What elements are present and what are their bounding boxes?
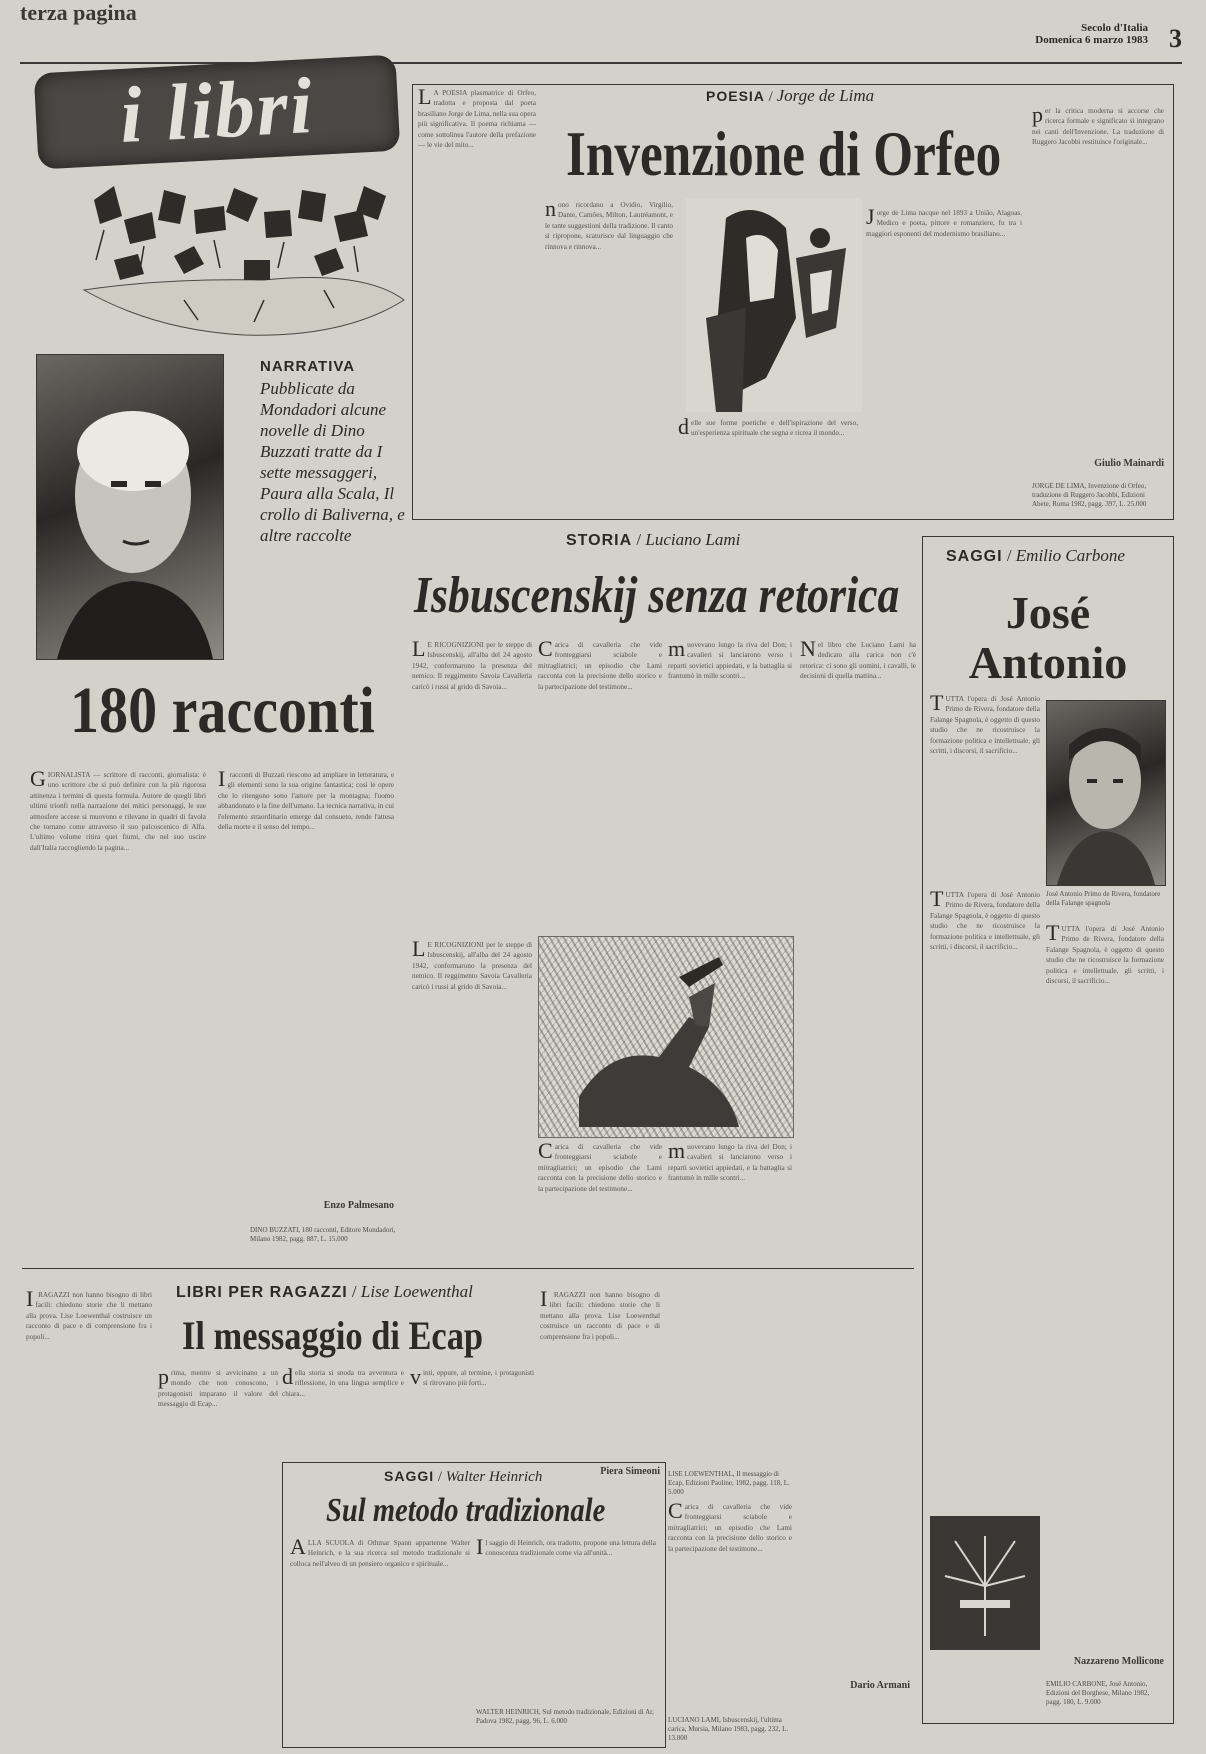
- metodo-section: SAGGI: [384, 1468, 435, 1484]
- yoke-and-arrows-emblem: [930, 1516, 1040, 1650]
- metodo-title: Sul metodo tradizionale: [326, 1492, 606, 1529]
- buzzati-column-2: I racconti di Buzzati riescono ad ampliare in letteratura, e gli elementi sono la sua origine fantastica; così le opere che lo ritengono sono l'amore per la montagna; l'uomo abbandonato e la fine dell'umano. La tecnica narrativa, in cui l'elemento straordinario emerge dal consueto, rende l'attesa della morte e il senso del tempo...: [218, 766, 396, 832]
- ragazzi-column-1: I RAGAZZI non hanno bisogno di libri facili: chiedono storie che li mettano alla prova. Lise Loewenthal costruisce un racconto di pace e di comprensione fra i popoli...: [26, 1286, 154, 1341]
- carbone-signature: Nazzareno Mollicone: [1073, 1656, 1164, 1667]
- orfeo-column-c: Jorge de Lima nacque nel 1893 a União, Alagoas. Medico e poeta, pittore e romanziere, fu tra i maggiori esponenti del modernismo brasiliano...: [866, 204, 1024, 238]
- orfeo-reference: JORGE DE LIMA, Invenzione di Orfeo, traduzione di Ruggero Jacobbi, Edizioni Abete, Roma 1982, pagg. 397, L. 25.000: [1032, 482, 1147, 508]
- storia-kicker: STORIA / Luciano Lami: [566, 530, 741, 549]
- header-rule: [20, 62, 1182, 64]
- storia-lower-left: LE RICOGNIZIONI per le steppe di Isbuscenskij, all'alba del 24 agosto 1942, confermarono la presenza del nemico. Il reggimento Savoia Cavalleria caricò i russi al grido di Savoia...: [412, 936, 534, 991]
- libri-banner: [34, 55, 401, 170]
- buzzati-portrait: [36, 354, 224, 660]
- orfeo-section: POESIA: [706, 88, 765, 104]
- storia-section: STORIA: [566, 532, 633, 549]
- metodo-author: Walter Heinrich: [445, 1469, 543, 1485]
- metodo-reference: WALTER HEINRICH, Sul metodo tradizionale, Edizioni di Ar, Padova 1982, pagg. 96, L. 6.000: [476, 1708, 654, 1725]
- ragazzi-column-5: I RAGAZZI non hanno bisogno di libri facili: chiedono storie che li mettano alla prova. Lise Loewenthal costruisce un racconto di pace e di comprensione fra i popoli...: [540, 1286, 662, 1341]
- carbone-photo-caption: José Antonio Primo de Rivera, fondatore della Falange spagnola: [1046, 890, 1161, 907]
- metodo-column-1: ALLA SCUOLA di Othmar Spann appartenne Walter Heinrich, e la sua ricerca sul metodo tradizionale si colloca nell'alveo di un pensiero organico e spirituale...: [290, 1534, 472, 1568]
- buzzati-deck: Pubblicate da Mondadori alcune novelle di Dino Buzzati tratte da I sette messaggeri, Paura alla Scala, Il crollo di Baliverna, e altre raccolte: [260, 379, 405, 545]
- orfeo-title: Invenzione di Orfeo: [566, 118, 1002, 189]
- ragazzi-signature: Piera Simeoni: [600, 1466, 660, 1477]
- paper-name: Secolo d'Italia: [1081, 22, 1148, 34]
- libri-banner-label: i libri: [117, 61, 317, 161]
- carbone-reference: EMILIO CARBONE, José Antonio, Edizioni del Borghese, Milano 1982, pagg. 180, L. 9.000: [1046, 1680, 1150, 1706]
- carbone-title-line-2: Antonio: [968, 637, 1128, 688]
- buzzati-section: NARRATIVA: [260, 358, 356, 375]
- orfeo-column-d: per la critica moderna si accorse che ricerca formale e significato si integrano nei canti dell'Invenzione. La traduzione di Ruggero Jacobbi restituisce l'originale...: [1032, 102, 1166, 147]
- metodo-kicker: SAGGI / Walter Heinrich: [384, 1468, 543, 1485]
- storia-column-3: muovevano lungo la riva del Don; i cavalieri si lanciarono verso i reparti sovietici appiedati, e la battaglia si frantumò in mille scontri...: [668, 636, 794, 681]
- buzzati-column-1: GIORNALISTA — scrittore di racconti, giornalista: è uno scrittore che si può definire con la più rigorosa attinenza i termini di questa formula. Autore de quegli libri ultimi trionfi nella narrazione dei mitici personaggi, le sue atmosfere accese si muovono e rilevano in quadri di favola che tornano come attraverso il suo palcoscenico di Alfa. L'ultimo volume ritira quei fiumi, che nel suo uscire dall'Italia raccogliendo la pagina...: [30, 766, 208, 852]
- orfeo-signature: Giulio Mainardi: [1094, 458, 1164, 469]
- ragazzi-reference: LISE LOEWENTHAL, Il messaggio di Ecap, Edizioni Paoline, 1982, pagg. 118, L. 5.000: [668, 1470, 790, 1496]
- carbone-title: [930, 588, 1166, 688]
- buzzati-title: 180 racconti: [70, 674, 375, 747]
- ragazzi-column-2: prima, mentre si avvicinano a un mondo che non conoscono, i protagonisti imparano il valore del messaggio di Ecap...: [158, 1364, 280, 1409]
- ragazzi-rule: [22, 1268, 914, 1269]
- issue-date: Domenica 6 marzo 1983: [1035, 34, 1148, 46]
- carbone-section: SAGGI: [946, 548, 1003, 565]
- jose-antonio-portrait: [1046, 700, 1166, 886]
- storia-lower-mid: Carica di cavalleria che vide fronteggiarsi sciabole e mitragliatrici; un episodio che Lami racconta con la precisione dello storico e la partecipazione del testimone...: [538, 1138, 664, 1193]
- flying-books-illustration: [64, 160, 420, 350]
- orfeo-illustration: [686, 198, 862, 412]
- metodo-column-2: Il saggio di Heinrich, ora tradotto, propone una lettura della conoscenza tradizionale come via all'unità...: [476, 1534, 658, 1559]
- ragazzi-author: Lise Loewenthal: [360, 1282, 473, 1301]
- orfeo-author: Jorge de Lima: [776, 86, 875, 105]
- orfeo-left-column: LA POESIA plasmatrice di Orfeo, tradotta e proposta dal poeta brasiliano Jorge de Lima, nella sua opera più significativa. Il poema richiama — come sottolinea l'autore della prefazione — le vie del mito...: [418, 84, 538, 150]
- masthead-info: [1035, 22, 1148, 46]
- storia-lower-right: muovevano lungo la riva del Don; i cavalieri si lanciarono verso i reparti sovietici appiedati, e la battaglia si frantumò in mille scontri...: [668, 1138, 794, 1183]
- ragazzi-column-4: vinti, eppure, al termine, i protagonisti si ritrovano più forti...: [410, 1364, 536, 1389]
- ragazzi-kicker: LIBRI PER RAGAZZI / Lise Loewenthal: [176, 1282, 473, 1301]
- carbone-title-line-1: José: [1005, 587, 1091, 638]
- storia-column-4: Nel libro che Luciano Lami ha dedicato alla carica non c'è retorica: ci sono gli uomini, i cavalli, le decisioni di quella mattina...: [800, 636, 918, 681]
- carbone-column-top: TUTTA l'opera di José Antonio Primo de Rivera, fondatore della Falange Spagnola, è oggetto di questo studio che ne ricostruisce la formazione politica e intellettuale, gli scritti, i discorsi, il sacrificio...: [930, 690, 1042, 756]
- carbone-column-main: TUTTA l'opera di José Antonio Primo de Rivera, fondatore della Falange Spagnola, è oggetto di questo studio che ne ricostruisce la formazione politica e intellettuale, gli scritti, i discorsi, il sacrificio...: [1046, 920, 1166, 986]
- storia-reference: LUCIANO LAMI, Isbuscenskij, l'ultima carica, Mursia, Milano 1983, pagg. 232, L. 13.000: [668, 1716, 789, 1742]
- storia-signature: Dario Armani: [850, 1680, 910, 1691]
- storia-author: Luciano Lami: [645, 530, 741, 549]
- carbone-author: Emilio Carbone: [1015, 546, 1125, 565]
- carbone-kicker: SAGGI / Emilio Carbone: [946, 546, 1125, 565]
- section-name: terza pagina: [20, 0, 137, 25]
- carbone-column-left: TUTTA l'opera di José Antonio Primo de Rivera, fondatore della Falange Spagnola, è oggetto di questo studio che ne ricostruisce la formazione politica e intellettuale, gli scritti, i discorsi, il sacrificio...: [930, 886, 1042, 952]
- storia-bottom-left: Carica di cavalleria che vide fronteggiarsi sciabole e mitragliatrici; un episodio che Lami racconta con la precisione dello storico e la partecipazione del testimone...: [668, 1498, 794, 1553]
- buzzati-signature: Enzo Palmesano: [323, 1200, 394, 1211]
- ragazzi-column-3: della storia si snoda tra avventura e riflessione, in una lingua semplice e chiara...: [282, 1364, 406, 1398]
- storia-column-1: LE RICOGNIZIONI per le steppe di Isbuscenskij, all'alba del 24 agosto 1942, confermarono la presenza del nemico. Il reggimento Savoia Cavalleria caricò i russi al grido di Savoia...: [412, 636, 534, 691]
- page-number: 3: [1169, 24, 1182, 53]
- ragazzi-title: Il messaggio di Ecap: [182, 1313, 484, 1358]
- orfeo-kicker: POESIA / Jorge de Lima: [706, 86, 875, 105]
- buzzati-reference: DINO BUZZATI, 180 racconti, Editore Mondadori, Milano 1982, pagg. 887, L. 15.000: [250, 1226, 396, 1243]
- orfeo-column-a: nono ricordano a Ovidio, Virgilio, Dante, Camões, Milton, Lautréamont, e le tante suggestioni della tradizione. Il canto si ripropone, scaturisce dal linguaggio che rinnova e rinnova...: [545, 196, 675, 251]
- cavalry-charge-illustration: [538, 936, 794, 1138]
- ragazzi-section: LIBRI PER RAGAZZI: [176, 1284, 348, 1301]
- storia-column-2: Carica di cavalleria che vide fronteggiarsi sciabole e mitragliatrici; un episodio che Lami racconta con la precisione dello storico e la partecipazione del testimone...: [538, 636, 664, 691]
- orfeo-column-b: delle sue forme poetiche e dell'ispirazione del verso, un'esperienza spirituale che segna e ricrea il mondo...: [678, 414, 860, 439]
- storia-title: Isbuscenskij senza retorica: [414, 567, 900, 624]
